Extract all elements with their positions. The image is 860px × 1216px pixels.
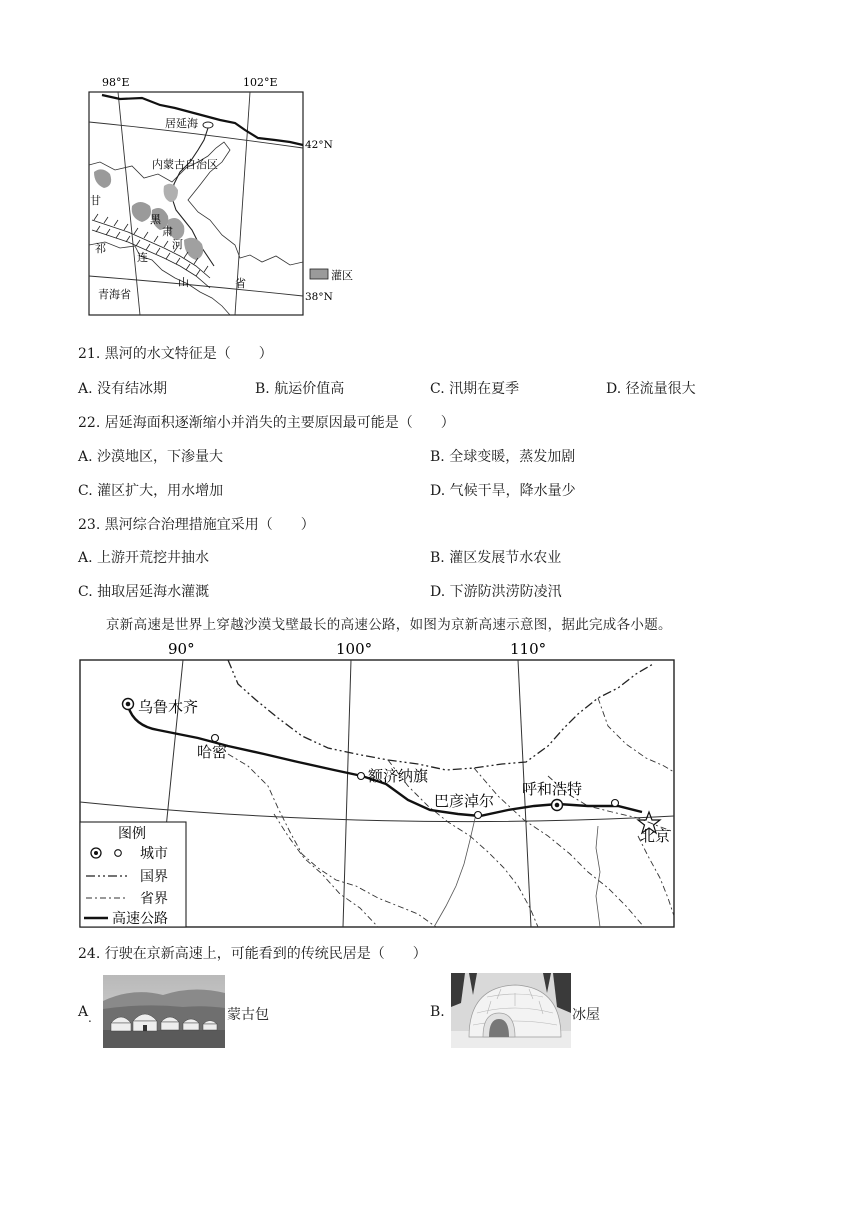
province-boundary-south — [89, 242, 230, 315]
question-22-stem: 22. 居延海面积逐渐缩小并消失的主要原因最可能是（ ） — [78, 415, 455, 431]
q23-option-c[interactable]: C. 抽取居延海水灌溉 — [78, 584, 210, 600]
q21-option-a[interactable]: A. 没有结冰期 — [78, 381, 168, 397]
q22-option-b[interactable]: B. 全球变暖，蒸发加剧 — [430, 449, 576, 465]
label-lian: 连 — [137, 251, 148, 264]
city-hohhot-dot — [555, 803, 560, 808]
q24-option-b-letter[interactable]: B. — [430, 1004, 445, 1020]
label-beijing: 北京 — [640, 827, 671, 845]
map2-lon-90: 90° — [168, 640, 195, 658]
legend-title: 图例 — [118, 826, 146, 842]
label-hohhot: 呼和浩特 — [522, 780, 583, 798]
question-24-stem: 24. 行驶在京新高速上，可能看到的传统民居是（ ） — [78, 946, 427, 962]
q24-option-a-label[interactable]: 蒙古包 — [227, 1007, 269, 1023]
label-he: 河 — [172, 238, 183, 251]
meridian-100 — [343, 660, 351, 927]
q22-option-d[interactable]: D. 气候干旱，降水量少 — [430, 483, 576, 499]
label-bayannur: 巴彦淖尔 — [434, 792, 495, 810]
q24-option-b-label[interactable]: 冰屋 — [572, 1007, 600, 1023]
legend-national-border: 国界 — [140, 869, 168, 885]
q21-option-c[interactable]: C. 汛期在夏季 — [430, 381, 520, 397]
juyanhai-lake — [203, 122, 213, 128]
legend-irrigated-swatch — [310, 269, 328, 279]
legend-province-border: 省界 — [140, 891, 168, 907]
map1-lon-102: 102°E — [243, 76, 278, 89]
igloo-photo[interactable] — [451, 973, 571, 1048]
irrigated-area — [132, 202, 151, 222]
city-marker — [612, 800, 619, 807]
q23-option-b[interactable]: B. 灌区发展节水农业 — [430, 550, 562, 566]
label-gan: 甘 — [90, 194, 101, 207]
national-border — [228, 660, 653, 770]
label-neimenggu: 内蒙古自治区 — [152, 158, 218, 171]
jingxin-expressway-map — [78, 636, 678, 930]
irrigated-area — [94, 169, 111, 188]
legend-city: 城市 — [140, 846, 168, 862]
q21-option-d[interactable]: D. 径流量很大 — [606, 381, 696, 397]
q24-option-a-letter[interactable]: A — [78, 1004, 89, 1020]
q22-option-c[interactable]: C. 灌区扩大，用水增加 — [78, 483, 224, 499]
section-intro: 京新高速是世界上穿越沙漠戈壁最长的高速公路，如图为京新高速示意图，据此完成各小题。 — [106, 617, 672, 633]
map1-lon-98: 98°E — [102, 76, 130, 89]
label-qi: 祁 — [95, 242, 106, 255]
city-urumqi-dot — [126, 702, 131, 707]
map2-lon-100: 100° — [336, 640, 373, 658]
q24-option-a-dot: . — [88, 1011, 92, 1025]
question-21-stem: 21. 黑河的水文特征是（ ） — [78, 346, 273, 362]
city-hami-marker — [212, 735, 219, 742]
label-sheng: 省 — [235, 277, 246, 290]
map2-lon-110: 110° — [510, 640, 547, 658]
yurt-photo[interactable] — [103, 975, 225, 1048]
q21-option-b[interactable]: B. 航运价值高 — [255, 381, 345, 397]
map1-lat-38: 38°N — [305, 291, 333, 303]
legend-expressway: 高速公路 — [112, 911, 168, 927]
question-23-stem: 23. 黑河综合治理措施宜采用（ ） — [78, 517, 315, 533]
label-juyanhai: 居延海 — [165, 117, 198, 130]
city-bayannur-marker — [475, 812, 482, 819]
q22-option-a[interactable]: A. 沙漠地区，下渗量大 — [78, 449, 224, 465]
label-hei: 黑 — [150, 213, 161, 226]
heihe-basin-map — [80, 70, 370, 320]
irrigated-area — [184, 238, 203, 260]
q23-option-a[interactable]: A. 上游开荒挖井抽水 — [78, 550, 210, 566]
label-su: 肃 — [162, 225, 173, 238]
label-urumqi: 乌鲁木齐 — [138, 698, 199, 716]
legend-irrigated-label: 灌区 — [331, 269, 353, 282]
label-hami: 哈密 — [197, 743, 228, 761]
national-border — [102, 95, 303, 145]
irrigated-area — [164, 184, 178, 202]
map1-lat-42: 42°N — [305, 139, 333, 151]
label-ejina: 额济纳旗 — [368, 767, 429, 785]
rivers — [434, 814, 600, 927]
jingxin-expressway — [128, 706, 642, 816]
label-shan: 山 — [178, 276, 189, 289]
legend-city-minor-symbol — [115, 850, 122, 857]
q23-option-d[interactable]: D. 下游防洪涝防凌汛 — [430, 584, 562, 600]
label-qinghai: 青海省 — [98, 288, 131, 301]
city-ejina-marker — [358, 773, 365, 780]
